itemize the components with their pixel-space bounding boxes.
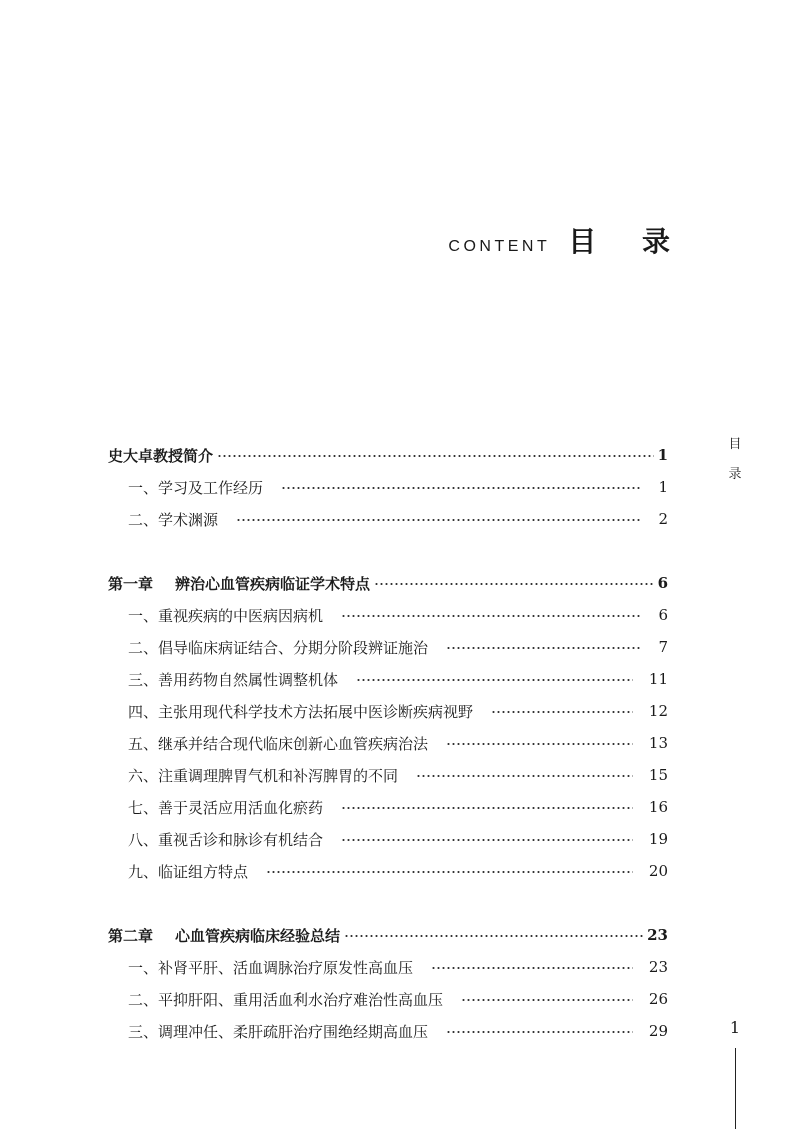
toc-page-number: 15 — [648, 766, 668, 784]
toc-item[interactable] — [108, 1019, 668, 1043]
toc-item[interactable] — [108, 635, 668, 659]
side-label-char: 目 — [728, 437, 742, 452]
toc-page-number: 20 — [648, 862, 668, 880]
toc-entry-title: 二、倡导临床病证结合、分期分阶段辨证施治 — [128, 638, 429, 657]
leader-dots — [416, 775, 633, 777]
toc-chapter-1[interactable] — [108, 571, 668, 595]
toc-page-number: 12 — [648, 702, 668, 720]
chapter-number: 第二章 — [108, 926, 154, 945]
leader-dots — [341, 807, 633, 809]
toc-entry-title: 六、注重调理脾胃气机和补泻脾胃的不同 — [128, 766, 399, 785]
leader-dots — [446, 647, 642, 649]
leader-dots — [236, 519, 642, 521]
toc-item[interactable] — [108, 859, 668, 883]
heading-english: CONTENT — [448, 238, 551, 255]
toc-page-number: 13 — [648, 734, 668, 752]
chapter-number: 第一章 — [108, 574, 154, 593]
toc-page-number: 11 — [648, 670, 668, 688]
leader-dots — [344, 935, 643, 937]
toc-item[interactable] — [108, 699, 668, 723]
leader-dots — [341, 839, 633, 841]
toc-item[interactable] — [108, 987, 668, 1011]
leader-dots — [374, 583, 654, 585]
leader-dots — [491, 711, 633, 713]
toc-entry-title: 三、善用药物自然属性调整机体 — [128, 670, 339, 689]
leader-dots — [446, 1031, 633, 1033]
toc-page-number: 19 — [648, 830, 668, 848]
toc-item[interactable] — [108, 763, 668, 787]
toc-item[interactable] — [108, 475, 668, 499]
toc-entry-title: 一、重视疾病的中医病因病机 — [128, 606, 324, 625]
toc-page-number: 29 — [648, 1022, 668, 1040]
toc-item[interactable] — [108, 827, 668, 851]
leader-dots — [461, 999, 633, 1001]
toc-entry-title: 辨治心血管疾病临证学术特点 — [175, 574, 371, 593]
edge-rule — [735, 1048, 736, 1129]
toc-page-number: 26 — [648, 990, 668, 1008]
toc-item[interactable] — [108, 603, 668, 627]
toc-entry-title: 九、临证组方特点 — [128, 862, 249, 881]
toc-entry-title: 五、继承并结合现代临床创新心血管疾病治法 — [128, 734, 429, 753]
toc-item[interactable] — [108, 667, 668, 691]
leader-dots — [217, 455, 654, 457]
toc-entry-title: 二、平抑肝阳、重用活血利水治疗难治性高血压 — [128, 990, 444, 1009]
toc-section-intro[interactable] — [108, 443, 668, 467]
side-label-char: 录 — [728, 467, 742, 482]
side-running-head — [727, 430, 743, 490]
toc-page-number: 6 — [658, 606, 668, 624]
toc-page-number: 1 — [658, 478, 668, 496]
toc-page-number: 16 — [648, 798, 668, 816]
toc-heading — [448, 220, 688, 260]
toc-entry-title: 一、学习及工作经历 — [128, 478, 264, 497]
leader-dots — [431, 967, 633, 969]
toc-item[interactable] — [108, 955, 668, 979]
toc-page-number: 2 — [658, 510, 668, 528]
toc-page-number: 1 — [657, 446, 668, 464]
toc-entry-title: 心血管疾病临床经验总结 — [175, 926, 341, 945]
leader-dots — [356, 679, 633, 681]
toc-item[interactable] — [108, 507, 668, 531]
toc-chapter-2[interactable] — [108, 923, 668, 947]
toc-entry-title: 三、调理冲任、柔肝疏肝治疗围绝经期高血压 — [128, 1022, 429, 1041]
toc-item[interactable] — [108, 731, 668, 755]
toc-page-number: 23 — [648, 958, 668, 976]
toc-entry-title: 二、学术渊源 — [128, 510, 219, 529]
toc-entry-title: 七、善于灵活应用活血化瘀药 — [128, 798, 324, 817]
leader-dots — [446, 743, 633, 745]
toc-entry-title: 四、主张用现代科学技术方法拓展中医诊断疾病视野 — [128, 702, 474, 721]
leader-dots — [266, 871, 633, 873]
toc-page-number: 7 — [658, 638, 668, 656]
leader-dots — [281, 487, 642, 489]
toc-entry-title: 史大卓教授简介 — [108, 446, 214, 465]
toc-page-number: 23 — [647, 926, 668, 944]
toc-entry-title: 八、重视舌诊和脉诊有机结合 — [128, 830, 324, 849]
toc-page-number: 6 — [657, 574, 668, 592]
page-folio: 1 — [729, 1018, 741, 1037]
toc-entry-title: 一、补肾平肝、活血调脉治疗原发性高血压 — [128, 958, 414, 977]
leader-dots — [341, 615, 642, 617]
heading-chinese: 目 录 — [568, 225, 688, 258]
toc-item[interactable] — [108, 795, 668, 819]
